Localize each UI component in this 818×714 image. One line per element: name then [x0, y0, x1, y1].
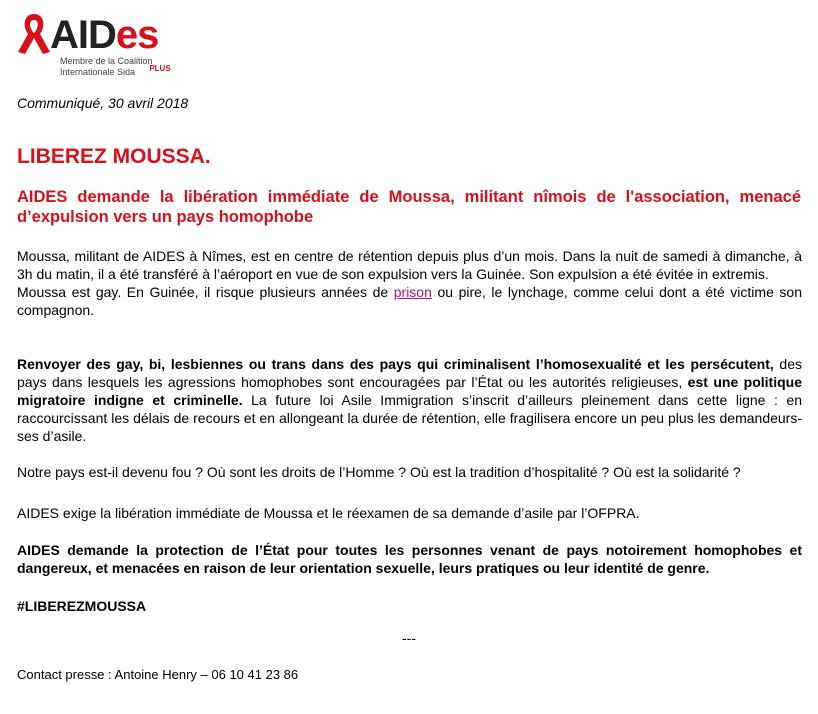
coalition-membership: Membre de la Coalition Internationale Sida — [60, 56, 153, 77]
red-ribbon-icon — [14, 10, 54, 56]
aides-logo — [14, 10, 194, 80]
page-title: LIBEREZ MOUSSA. — [17, 145, 211, 168]
plus-badge-logo: PLUS — [149, 64, 171, 73]
paragraph-demand: AIDES exige la libération immédiate de Moussa et le réexamen de sa demande d’asile par l’OFPRA. — [17, 505, 640, 521]
paragraph-questions: Notre pays est-il devenu fou ? Où sont les droits de l’Homme ? Où est la tradition d’hospitalité ? Où est la solidarité ? — [17, 464, 741, 480]
subtitle: AIDES demande la libération immédiate de Moussa, militant nîmois de l'association, menacé d’expulsion vers un pays homophobe — [17, 188, 801, 226]
hashtag: #LIBEREZMOUSSA — [17, 598, 147, 614]
prison-link[interactable]: prison — [393, 284, 432, 300]
press-release-date: Communiqué, 30 avril 2018 — [17, 95, 189, 111]
logo-wordmark: AIDes — [50, 13, 159, 57]
separator: --- — [402, 630, 416, 646]
paragraph-protection: AIDES demande la protection de l’État pour toutes les personnes venant de pays notoirement homophobes et dangereux, et menacées en raison de leur orientation sexuelle, leurs pratiques ou leur identité de genre. — [17, 542, 802, 576]
paragraph-situation: Moussa, militant de AIDES à Nîmes, est en centre de rétention depuis plus d’un mois. Dans la nuit de samedi à dimanche, à 3h du matin, il a été transféré à l’aéroport en vue de son expulsion vers la Guinée. Son expulsion a été évitée in extremis. Moussa est gay. En Guinée, il risque plusieurs années de prison ou pire, le lynchage, comme celui dont a été victime son compagnon. — [17, 248, 802, 318]
press-contact: Contact presse : Antoine Henry – 06 10 41 23 86 — [17, 667, 299, 682]
paragraph-policy: Renvoyer des gay, bi, lesbiennes ou trans dans des pays qui criminalisent l’homosexualité et les persécutent, des pays dans lesquels les agressions homophobes sont encouragées par l’État ou les autorités religieuses, est une politique migratoire indigne et criminelle. La future loi Asile Immigration s’inscrit d’ailleurs pleinement dans cette ligne : en raccourcissant les délais de recours et en allongeant la durée de rétention, elle fragilisera encore un peu plus les demandeurs-ses d’asile. — [17, 356, 802, 444]
